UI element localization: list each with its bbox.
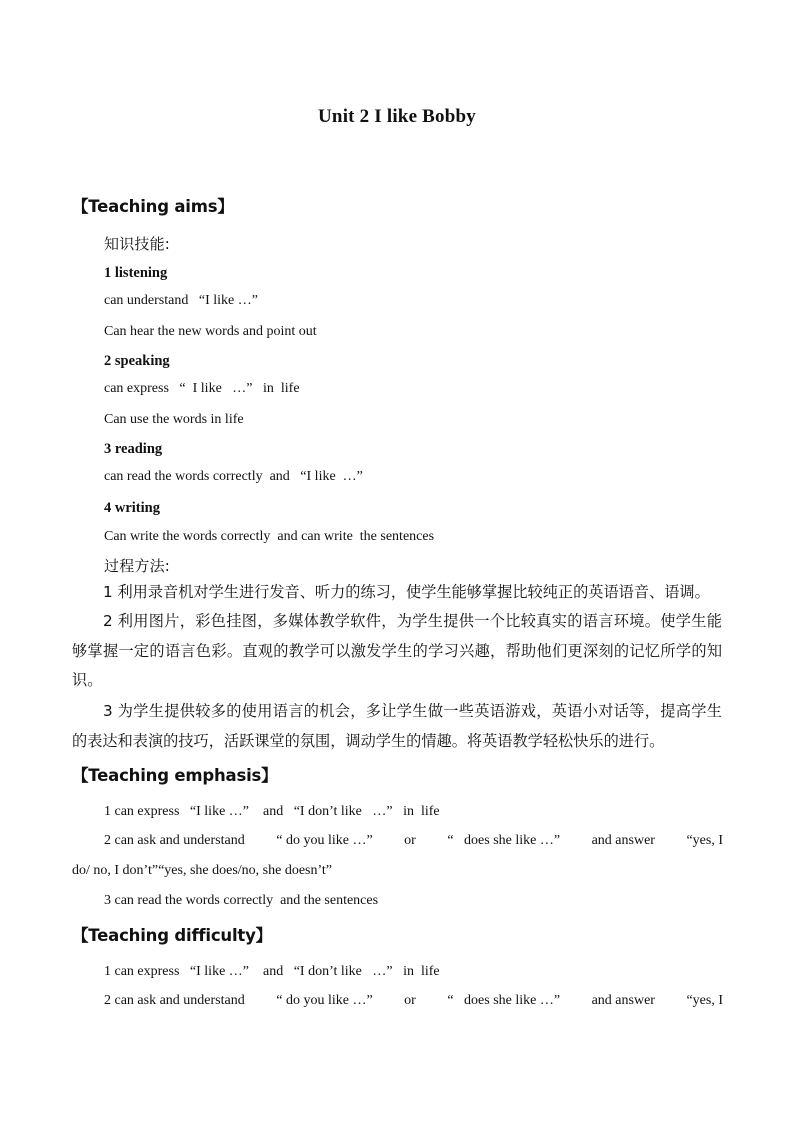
- page-title: Unit 2 I like Bobby: [318, 106, 476, 127]
- process-paragraph-1: [72, 578, 722, 608]
- process-paragraph-3-text: 3 为学生提供较多的使用语言的机会，多让学生做一些英语游戏，英语小对话等，提高学生的表达和表演的技巧，活跃课堂的氛围，调动学生的情趣。将英语教学轻松快乐的进行。: [72, 702, 722, 750]
- writing-label: 4 writing: [104, 500, 160, 516]
- reading-label: 3 reading: [104, 441, 163, 457]
- difficulty-line-2-part: or: [404, 993, 416, 1008]
- listening-line-2: Can hear the new words and point out: [104, 324, 317, 339]
- process-paragraph-3: [72, 697, 722, 756]
- speaking-label: 2 speaking: [104, 353, 170, 369]
- difficulty-line-2-part: “ do you like …”: [276, 993, 373, 1008]
- emphasis-line-2-part: “yes, I: [686, 833, 723, 848]
- process-paragraph-1-text: 1 利用录音机对学生进行发音、听力的练习，使学生能够掌握比较纯正的英语语音、语调。: [103, 583, 710, 601]
- emphasis-line-2-part: or: [404, 833, 416, 848]
- emphasis-line-2-part: “ does she like …”: [447, 833, 561, 848]
- difficulty-line-2-part: and answer: [591, 993, 655, 1008]
- section-heading-teaching-emphasis: 【Teaching emphasis】: [72, 766, 278, 785]
- knowledge-skills-label: 知识技能:: [104, 235, 171, 253]
- emphasis-line-1: 1 can express “I like …” and “I don’t like …” in life: [104, 804, 440, 819]
- difficulty-line-2-part: “yes, I: [686, 993, 723, 1008]
- difficulty-line-2: [104, 993, 723, 1009]
- emphasis-line-3: 3 can read the words correctly and the sentences: [104, 893, 379, 908]
- speaking-line-2: Can use the words in life: [104, 412, 244, 427]
- process-methods-label: 过程方法:: [104, 557, 171, 575]
- reading-line-1: can read the words correctly and “I like …”: [104, 469, 363, 484]
- listening-line-1: can understand “I like …”: [104, 293, 258, 308]
- section-heading-teaching-difficulty: 【Teaching difficulty】: [72, 926, 272, 945]
- process-paragraph-2-text: 2 利用图片，彩色挂图，多媒体教学软件，为学生提供一个比较真实的语言环境。使学生能够掌握一定的语言色彩。直观的教学可以激发学生的学习兴趣，帮助他们更深刻的记忆所学的知识。: [72, 612, 722, 689]
- writing-line-1: Can write the words correctly and can write the sentences: [104, 529, 435, 544]
- emphasis-line-2: [104, 833, 723, 849]
- section-heading-teaching-aims: 【Teaching aims】: [72, 197, 234, 216]
- emphasis-line-2-part: 2 can ask and understand: [104, 833, 245, 848]
- difficulty-line-1: 1 can express “I like …” and “I don’t like …” in life: [104, 964, 440, 979]
- emphasis-line-2-part: and answer: [591, 833, 655, 848]
- emphasis-line-2-continued: do/ no, I don’t”“yes, she does/no, she doesn’t”: [72, 863, 332, 878]
- speaking-line-1: can express “ I like …” in life: [104, 381, 300, 396]
- emphasis-line-2-part: “ do you like …”: [276, 833, 373, 848]
- listening-label: 1 listening: [104, 265, 168, 281]
- difficulty-line-2-part: “ does she like …”: [447, 993, 561, 1008]
- process-paragraph-2: [72, 607, 722, 696]
- difficulty-line-2-part: 2 can ask and understand: [104, 993, 245, 1008]
